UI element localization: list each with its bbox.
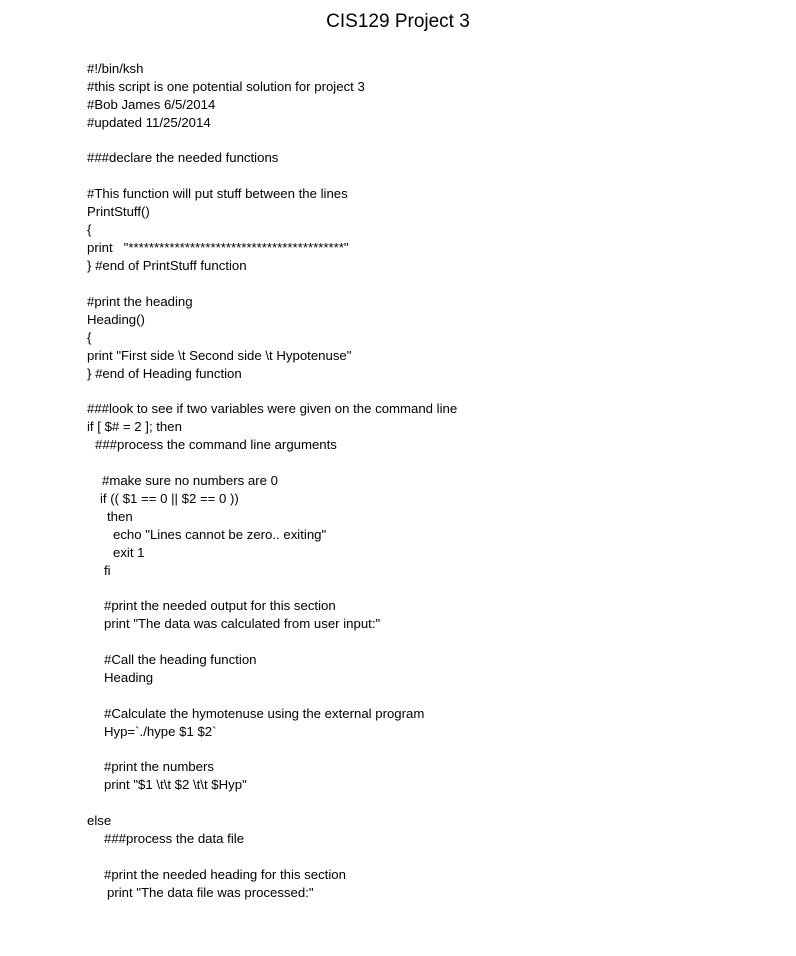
- code-line: PrintStuff(): [87, 204, 150, 219]
- code-line: #!/bin/ksh: [87, 61, 144, 76]
- code-line: #updated 11/25/2014: [87, 115, 211, 130]
- code-line: #Call the heading function: [104, 652, 257, 667]
- code-line: #Calculate the hymotenuse using the external program: [104, 706, 425, 721]
- code-line: print "The data was calculated from user input:": [104, 616, 381, 631]
- code-line: print "First side \t Second side \t Hypotenuse": [87, 348, 352, 363]
- code-line: Heading(): [87, 312, 145, 327]
- code-line: } #end of PrintStuff function: [87, 258, 247, 273]
- code-line: if [ $# = 2 ]; then: [87, 419, 182, 434]
- code-line: ###declare the needed functions: [87, 150, 279, 165]
- code-line: echo "Lines cannot be zero.. exiting": [113, 527, 327, 542]
- code-line: print "******************************************": [87, 240, 349, 255]
- code-line: #print the needed heading for this section: [104, 867, 346, 882]
- code-line: #print the needed output for this section: [104, 598, 336, 613]
- code-line: ###process the command line arguments: [95, 437, 337, 452]
- code-line: #print the numbers: [104, 759, 214, 774]
- code-line: #This function will put stuff between the lines: [87, 186, 348, 201]
- code-line: ###process the data file: [104, 831, 245, 846]
- code-line: fi: [104, 563, 111, 578]
- code-line: then: [107, 509, 133, 524]
- code-line: #print the heading: [87, 294, 193, 309]
- code-line: Hyp=`./hype $1 $2`: [104, 724, 217, 739]
- page-title: CIS129 Project 3: [326, 11, 470, 32]
- code-line: print "$1 \t\t $2 \t\t $Hyp": [104, 777, 247, 792]
- code-line: #make sure no numbers are 0: [102, 473, 278, 488]
- code-line: print "The data file was processed:": [107, 885, 314, 900]
- code-line: {: [87, 222, 92, 237]
- code-line: if (( $1 == 0 || $2 == 0 )): [100, 491, 239, 506]
- code-line: #this script is one potential solution for project 3: [87, 79, 365, 94]
- code-line: ###look to see if two variables were given on the command line: [87, 401, 458, 416]
- code-line: exit 1: [113, 545, 145, 560]
- code-line: #Bob James 6/5/2014: [87, 97, 216, 112]
- code-line: {: [87, 330, 92, 345]
- code-line: else: [87, 813, 112, 828]
- code-line: } #end of Heading function: [87, 366, 242, 381]
- code-line: Heading: [104, 670, 154, 685]
